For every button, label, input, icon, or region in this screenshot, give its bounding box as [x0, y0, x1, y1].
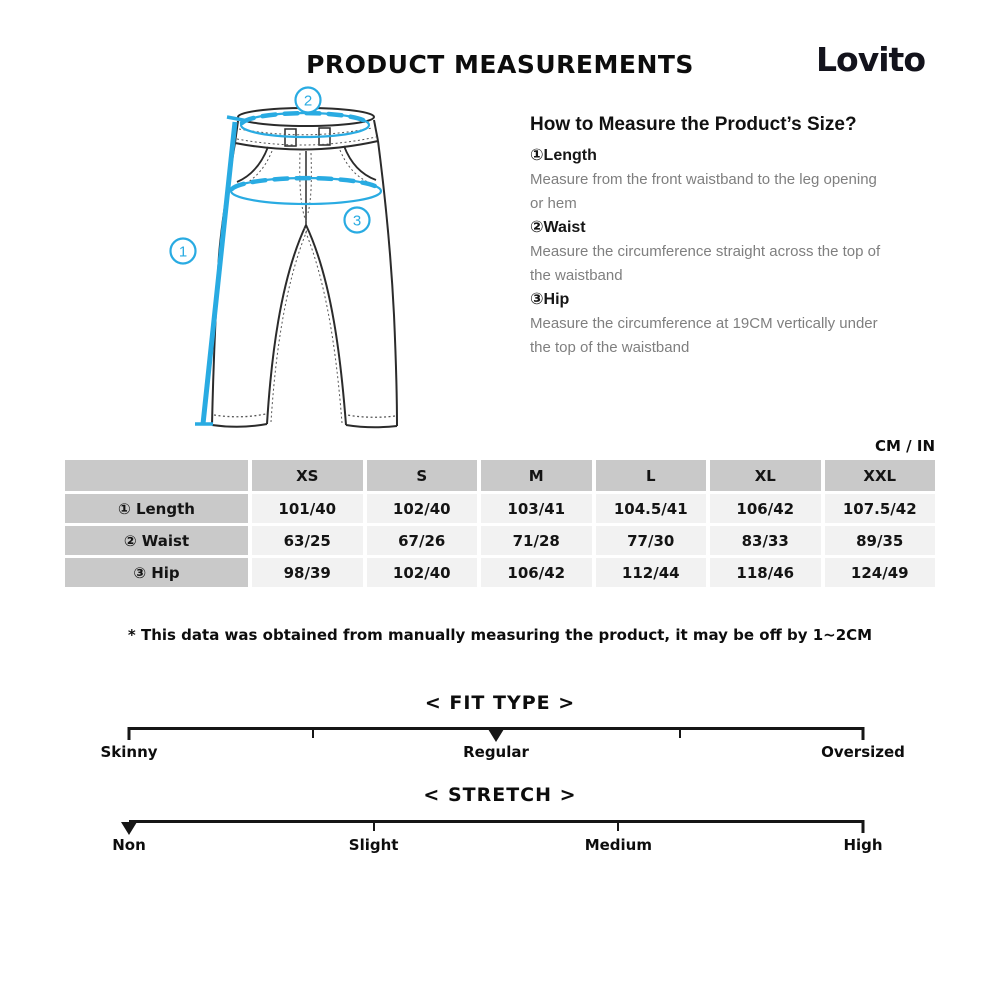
how-to-item [530, 288, 886, 360]
table-header-empty [65, 460, 248, 491]
brand-logo: Lovito [816, 40, 925, 79]
disclaimer-text: * This data was obtained from manually measuring the product, it may be off by 1~2CM [127, 626, 873, 644]
stretch-label: Medium [584, 836, 652, 854]
stretch-line [129, 820, 863, 823]
stretch-scale [129, 820, 863, 836]
fit-type-marker [488, 729, 504, 742]
stretch-label: Non [112, 836, 146, 854]
fit-type-scale [129, 727, 863, 743]
waist-dashed-arc [242, 113, 368, 123]
scale-tick [862, 820, 865, 833]
stretch-marker [121, 822, 137, 835]
table-row-label: ① Length [65, 494, 248, 523]
table-header-size: M [481, 460, 592, 491]
marker-digit-hip: 3 [352, 212, 362, 230]
fit-type-label: Regular [463, 743, 529, 761]
size-table [65, 460, 935, 587]
unit-label: CM / IN [875, 437, 935, 455]
how-to-item-desc: Measure from the front waistband to the leg opening or hem [530, 171, 877, 212]
table-cell: 102/40 [367, 494, 478, 523]
stretch-labels [112, 836, 883, 856]
table-cell: 107.5/42 [825, 494, 936, 523]
table-cell: 106/42 [710, 494, 821, 523]
length-line-annotation [203, 122, 235, 424]
pants-measurement-diagram [150, 85, 470, 445]
page-title: PRODUCT MEASUREMENTS [306, 50, 694, 79]
table-row-label: ② Waist [65, 526, 248, 555]
pants-outline [212, 108, 397, 427]
pants-stitching [214, 128, 395, 423]
how-to-item [530, 216, 886, 288]
table-cell: 83/33 [710, 526, 821, 555]
table-cell: 67/26 [367, 526, 478, 555]
table-row-label: ③ Hip [65, 558, 248, 587]
scale-tick [312, 730, 314, 738]
measurement-annotations [171, 88, 382, 425]
scale-tick [128, 727, 131, 740]
table-header-size: S [367, 460, 478, 491]
table-cell: 101/40 [252, 494, 363, 523]
fit-type-labels [100, 743, 905, 763]
marker-digit-length: 1 [178, 243, 188, 261]
stretch-label: High [843, 836, 883, 854]
table-header-size: XXL [825, 460, 936, 491]
how-to-title: How to Measure the Product’s Size? [530, 114, 857, 135]
how-to-item-desc: Measure the circumference straight across the top of the waistband [530, 243, 881, 284]
marker-digit-waist: 2 [303, 92, 313, 110]
table-cell: 103/41 [481, 494, 592, 523]
how-to-item [530, 144, 886, 216]
table-cell: 98/39 [252, 558, 363, 587]
how-to-item-label: ③Hip [530, 291, 570, 308]
table-cell: 104.5/41 [596, 494, 707, 523]
how-to-measure-section [530, 114, 886, 360]
scale-tick [679, 730, 681, 738]
table-cell: 89/35 [825, 526, 936, 555]
table-cell: 124/49 [825, 558, 936, 587]
table-cell: 112/44 [596, 558, 707, 587]
how-to-item-label: ②Waist [530, 219, 586, 236]
table-cell: 118/46 [710, 558, 821, 587]
marker-digits [179, 93, 361, 261]
table-cell: 102/40 [367, 558, 478, 587]
how-to-item-label: ①Length [530, 147, 597, 164]
table-cell: 71/28 [481, 526, 592, 555]
fit-type-label: Oversized [821, 743, 905, 761]
stretch-title: < STRETCH > [423, 784, 577, 806]
fit-type-title: < FIT TYPE > [424, 692, 576, 714]
table-cell: 63/25 [252, 526, 363, 555]
table-header-size: L [596, 460, 707, 491]
stretch-label: Slight [348, 836, 399, 854]
table-cell: 106/42 [481, 558, 592, 587]
scale-tick [862, 727, 865, 740]
fit-type-label: Skinny [100, 743, 158, 761]
table-header-size: XS [252, 460, 363, 491]
how-to-item-desc: Measure the circumference at 19CM vertically under the top of the waistband [530, 315, 878, 356]
scale-tick [617, 823, 619, 831]
table-header-size: XL [710, 460, 821, 491]
scale-tick [373, 823, 375, 831]
table-cell: 77/30 [596, 526, 707, 555]
